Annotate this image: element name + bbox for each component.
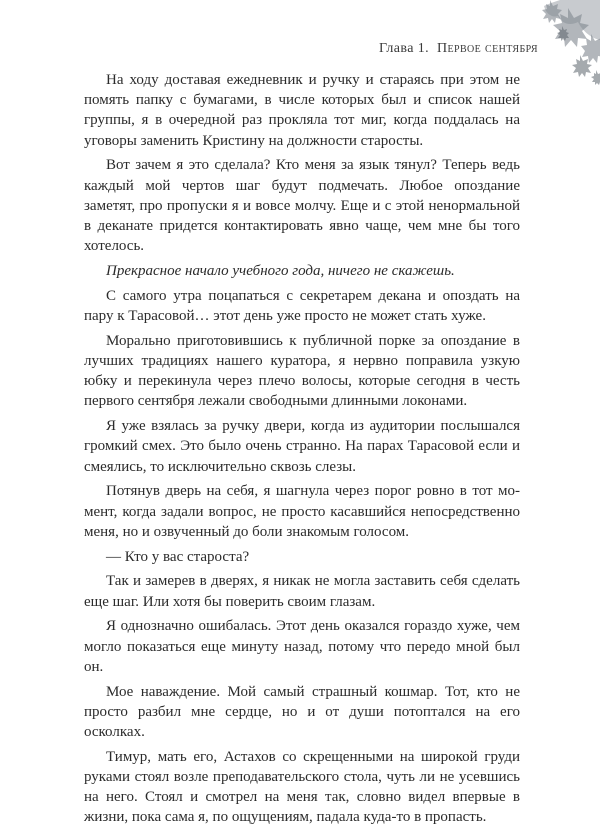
paragraph: На ходу доставая ежедневник и ручку и стараясь при этом не помять папку с бумагами, в числе которых был и список нашей группы, я в очередной раз прокляла тот миг, когда поддалась на уговоры заменить Кристину на должности старосты.: [84, 72, 520, 149]
paragraph: Потянув дверь на себя, я шагнула через порог ровно в тот момент, когда задали вопрос, не просто касавшийся непосредственно меня, но и озвученный до боли знакомым голосом.: [84, 483, 520, 540]
paragraph: Я уже взялась за ручку двери, когда из аудитории послышался громкий смех. Это было очень странно. На парах Тарасовой если и смеялись, то исключительно сквозь слезы.: [84, 418, 520, 475]
paragraph: Так и замерев в дверях, я никак не могла заставить себя сделать еще шаг. Или хотя бы поверить своим глазам.: [84, 573, 520, 610]
chapter-label: Глава 1.: [378, 41, 430, 56]
paragraph: С самого утра поцапаться с секретарем декана и опоздать на пару к Тарасовой… этот день уже просто не может стать хуже.: [84, 287, 520, 325]
paragraph: Вот зачем я это сделала? Кто меня за язык тянул? Теперь ведь каждый мой чертов шаг будут подмечать. Любое опоздание заметят, про пропуски я и вовсе молчу. Еще и с этой ненормальной в деканате придется контактировать явно чаще, чем мне бы того хотелось.: [84, 157, 520, 255]
paragraph: Прекрасное начало учебного года, ничего не скажешь.: [106, 263, 455, 280]
paragraph: Морально приготовившись к публичной порке за опоздание в лучших традициях нашего куратора, я нервно поправила узкую юбку и перекинула через плечо волосы, которые сегодня в честь первого сентября лежали свободными длинными локонами.: [84, 332, 520, 410]
running-header: [379, 41, 538, 57]
paragraph: — Кто у вас староста?: [106, 548, 250, 565]
paragraph: Я однозначно ошибалась. Этот день оказался гораздо хуже, чем могло показаться еще минуту назад, потому что передо мной был он.: [84, 618, 520, 675]
body-text: [84, 70, 520, 828]
paragraph: Мое наваждение. Мой самый страшный кошмар. Тот, кто не просто разбил мне сердце, но и от души потоптался на его осколках.: [84, 683, 520, 741]
paragraph: Тимур, мать его, Астахов со скрещенными на широкой груди руками стоял возле преподавательского стола, чуть ли не усевшись на него. Стоял и смотрел на меня так, словно видел впервые в жизни, пока сама я, по ощущениям, падала куда-то в пропасть.: [84, 748, 520, 826]
chapter-title: Первое сентября: [436, 41, 538, 56]
